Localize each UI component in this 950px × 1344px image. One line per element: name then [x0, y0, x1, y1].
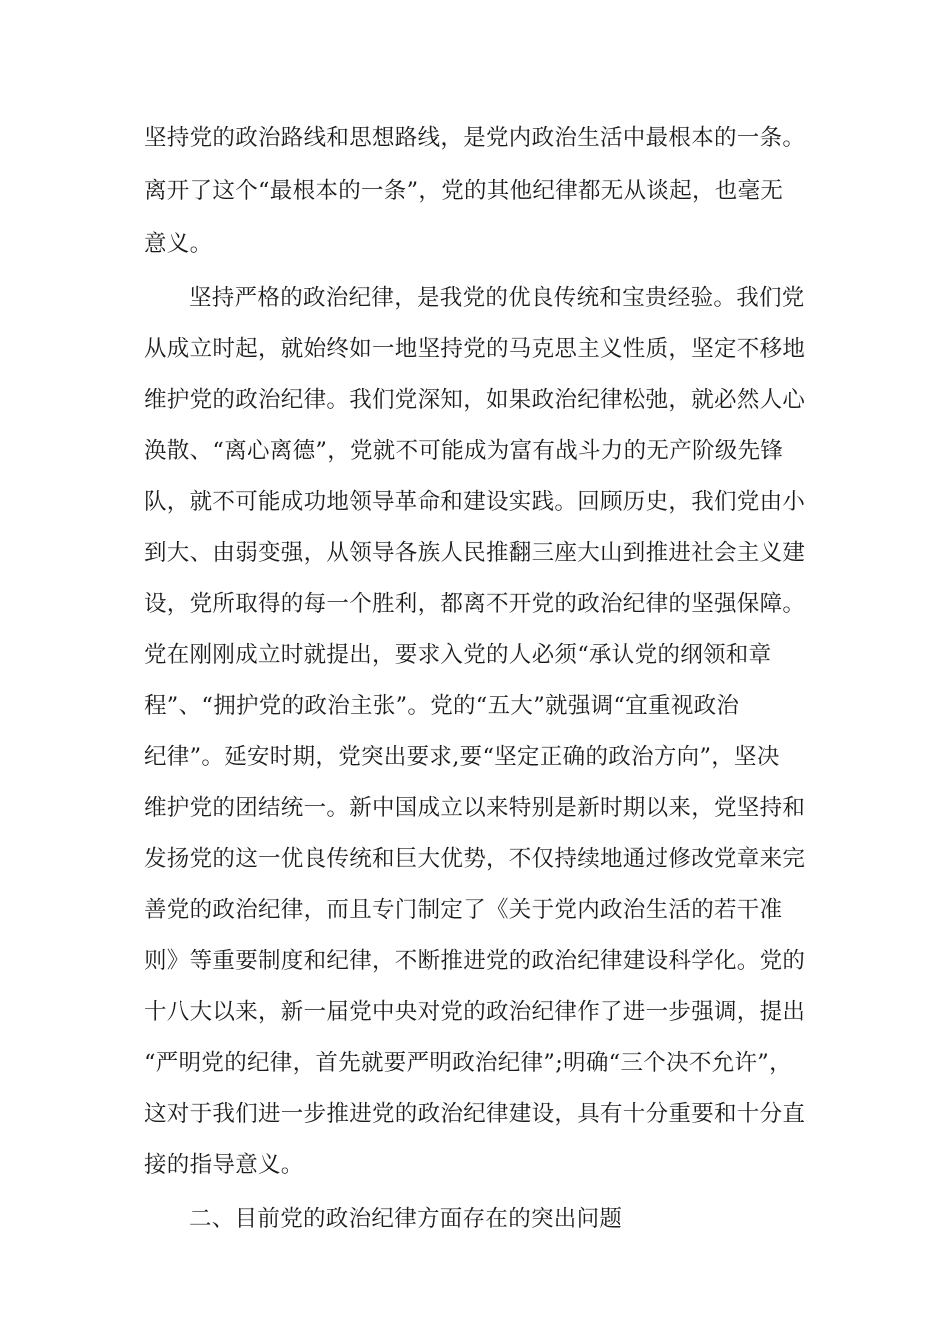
text-line: 维护党的团结统一。新中国成立以来特别是新时期以来，党坚持和	[144, 795, 806, 821]
text-line: 意义。	[144, 231, 213, 257]
text-line: 到大、由弱变强，从领导各族人民推翻三座大山到推进社会主义建	[144, 540, 806, 566]
text-line: 坚持严格的政治纪律，是我党的优良传统和宝贵经验。我们党	[189, 285, 805, 311]
text-line: “严明党的纪律，首先就要严明政治纪律”;明确“三个决不允许”，	[144, 1050, 792, 1076]
text-line: 程”、“拥护党的政治主张”。党的“五大”就强调“宜重视政治	[144, 693, 740, 719]
text-line: 坚持党的政治路线和思想路线，是党内政治生活中最根本的一条。	[144, 125, 806, 151]
text-line: 维护党的政治纪律。我们党深知，如果政治纪律松弛，就必然人心	[144, 387, 806, 413]
section-heading: 二、目前党的政治纪律方面存在的突出问题	[189, 1206, 623, 1232]
text-line: 接的指导意义。	[144, 1152, 304, 1178]
text-line: 设，党所取得的每一个胜利，都离不开党的政治纪律的坚强保障。	[144, 591, 806, 617]
text-line: 纪律”。延安时期，党突出要求,要“坚定正确的政治方向”，坚决	[144, 744, 780, 770]
text-line: 党在刚刚成立时就提出，要求入党的人必须“承认党的纲领和章	[144, 642, 772, 668]
text-line: 善党的政治纪律，而且专门制定了《关于党内政治生活的若干准	[144, 897, 783, 923]
text-line: 从成立时起，就始终如一地坚持党的马克思主义性质，坚定不移地	[144, 336, 806, 362]
text-line: 离开了这个“最根本的一条”，党的其他纪律都无从谈起，也毫无	[144, 178, 784, 204]
text-line: 十八大以来，新一届党中央对党的政治纪律作了进一步强调，提出	[144, 999, 806, 1025]
text-line: 涣散、“离心离德”，党就不可能成为富有战斗力的无产阶级先锋	[144, 438, 784, 464]
text-line: 这对于我们进一步推进党的政治纪律建设，具有十分重要和十分直	[144, 1101, 806, 1127]
text-line: 队，就不可能成功地领导革命和建设实践。回顾历史，我们党由小	[144, 489, 806, 515]
text-line: 发扬党的这一优良传统和巨大优势，不仅持续地通过修改党章来完	[144, 846, 806, 872]
text-line: 则》等重要制度和纪律，不断推进党的政治纪律建设科学化。党的	[144, 948, 806, 974]
